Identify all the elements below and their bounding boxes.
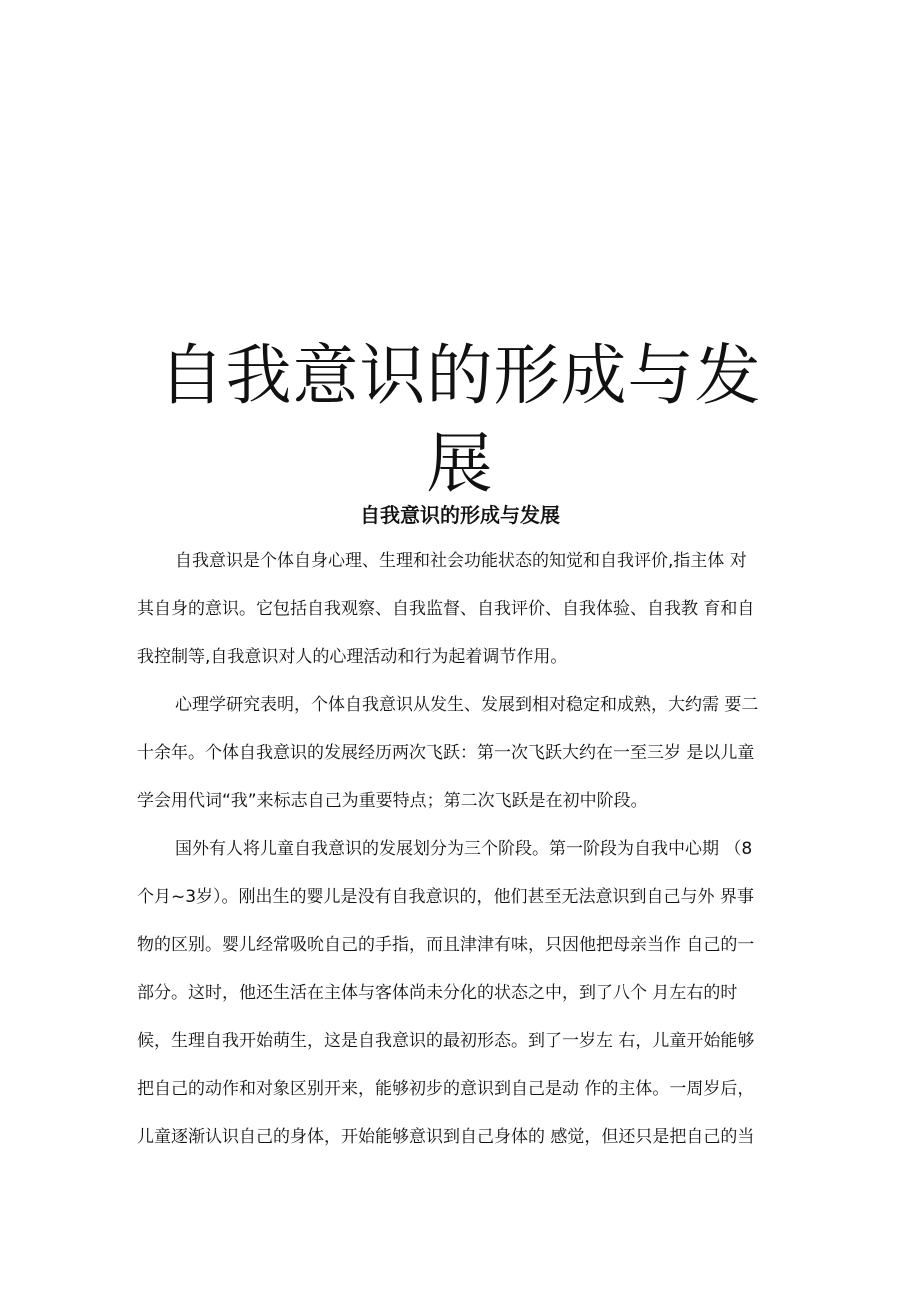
subtitle: 自我意识的形成与发展 — [360, 503, 560, 527]
paragraph-3-line-7: 儿童逐渐认识自己的身体，开始能够意识到自己身体的 感觉，但还只是把自己的当 — [137, 1127, 755, 1147]
paragraph-1-line-3: 我控制等,自我意识对人的心理活动和行为起着调节作用。 — [137, 647, 568, 667]
title-line-1: 自我意识的形成与发 — [158, 337, 762, 414]
paragraph-1-line-2: 其自身的意识。它包括自我观察、自我监督、自我评价、自我体验、自我教 育和自 — [137, 599, 755, 619]
paragraph-3-line-5: 候，生理自我开始萌生，这是自我意识的最初形态。到了一岁左 右，儿童开始能够 — [137, 1031, 755, 1051]
paragraph-3-line-4: 部分。这时，他还生活在主体与客体尚未分化的状态之中，到了八个 月左右的时 — [137, 983, 738, 1003]
paragraph-2-line-2: 十余年。个体自我意识的发展经历两次飞跃：第一次飞跃大约在一至三岁 是以儿童 — [137, 743, 755, 763]
paragraph-2-line-3: 学会用代词“我”来标志自己为重要特点；第二次飞跃是在初中阶段。 — [137, 791, 648, 811]
paragraph-3-line-6: 把自己的动作和对象区别开来，能够初步的意识到自己是动 作的主体。一周岁后， — [137, 1079, 755, 1099]
paragraph-3-line-1: 国外有人将儿童自我意识的发展划分为三个阶段。第一阶段为自我中心期 （8 — [175, 839, 753, 859]
paragraph-3-line-2: 个月~3岁）。刚出生的婴儿是没有自我意识的，他们甚至无法意识到自己与外 界事 — [137, 887, 754, 907]
paragraph-1-line-1: 自我意识是个体自身心理、生理和社会功能状态的知觉和自我评价,指主体 对 — [175, 551, 747, 571]
paragraph-3-line-3: 物的区别。婴儿经常吸吮自己的手指，而且津津有味，只因他把母亲当作 自己的一 — [137, 935, 755, 955]
paragraph-2-line-1: 心理学研究表明，个体自我意识从发生、发展到相对稳定和成熟，大约需 要二 — [175, 695, 759, 715]
title-line-2: 展 — [426, 425, 494, 502]
